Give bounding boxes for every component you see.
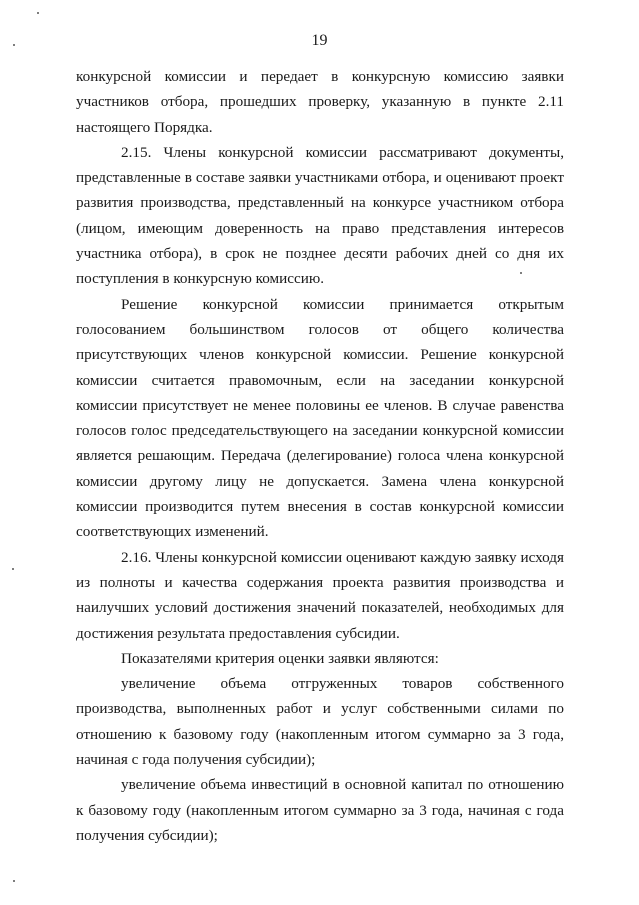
scan-speck [13, 880, 15, 882]
paragraph-2-15: 2.15. Члены конкурсной комиссии рассматривают документы, представленные в составе заявки участниками отбора, и оценивают проект развития производства, представленный на конкурсе участником отбора (лицом, имеющим доверенность на право представления интересов участника отбора), в срок не позднее десяти рабочих дней со дня их поступления в конкурсную комиссию. [76, 143, 564, 288]
paragraph-criterion-investment: увеличение объема инвестиций в основной капитал по отношению к базовому году (накопленным итогом суммарно за 3 года, начиная с года получения субсидии); [76, 776, 564, 844]
document-body [76, 64, 564, 848]
scan-speck [37, 12, 39, 14]
page-number: 19 [311, 32, 328, 49]
paragraph-criteria-intro: Показателями критерия оценки заявки являются: [121, 649, 439, 667]
paragraph-continuation: конкурсной комиссии и передает в конкурсную комиссию заявки участников отбора, прошедших проверку, указанную в пункте 2.11 настоящего Порядка. [76, 68, 564, 136]
scan-speck [13, 44, 15, 46]
scan-speck [12, 568, 14, 570]
paragraph-decision: Решение конкурсной комиссии принимается открытым голосованием большинством голосов от общего количества присутствующих членов конкурсной комиссии. Решение конкурсной комиссии считается правомочным, если на заседании конкурсной комиссии присутствует не менее половины ее членов. В случае равенства голосов голос председательствующего на заседании конкурсной комиссии является решающим. Передача (делегирование) голоса члена конкурсной комиссии другому лицу не допускается. Замена члена конкурсной комиссии производится путем внесения в состав конкурсной комиссии соответствующих изменений. [76, 295, 564, 541]
scan-speck [520, 272, 522, 274]
paragraph-criterion-sales: увеличение объема отгруженных товаров собственного производства, выполненных работ и услуг собственными силами по отношению к базовому году (накопленным итогом суммарно за 3 года, начиная с года получения субсидии); [76, 675, 564, 769]
paragraph-2-16: 2.16. Члены конкурсной комиссии оценивают каждую заявку исходя из полноты и качества содержания проекта развития производства и наилучших условий достижения значений показателей, необходимых для достижения результата предоставления субсидии. [76, 548, 564, 642]
